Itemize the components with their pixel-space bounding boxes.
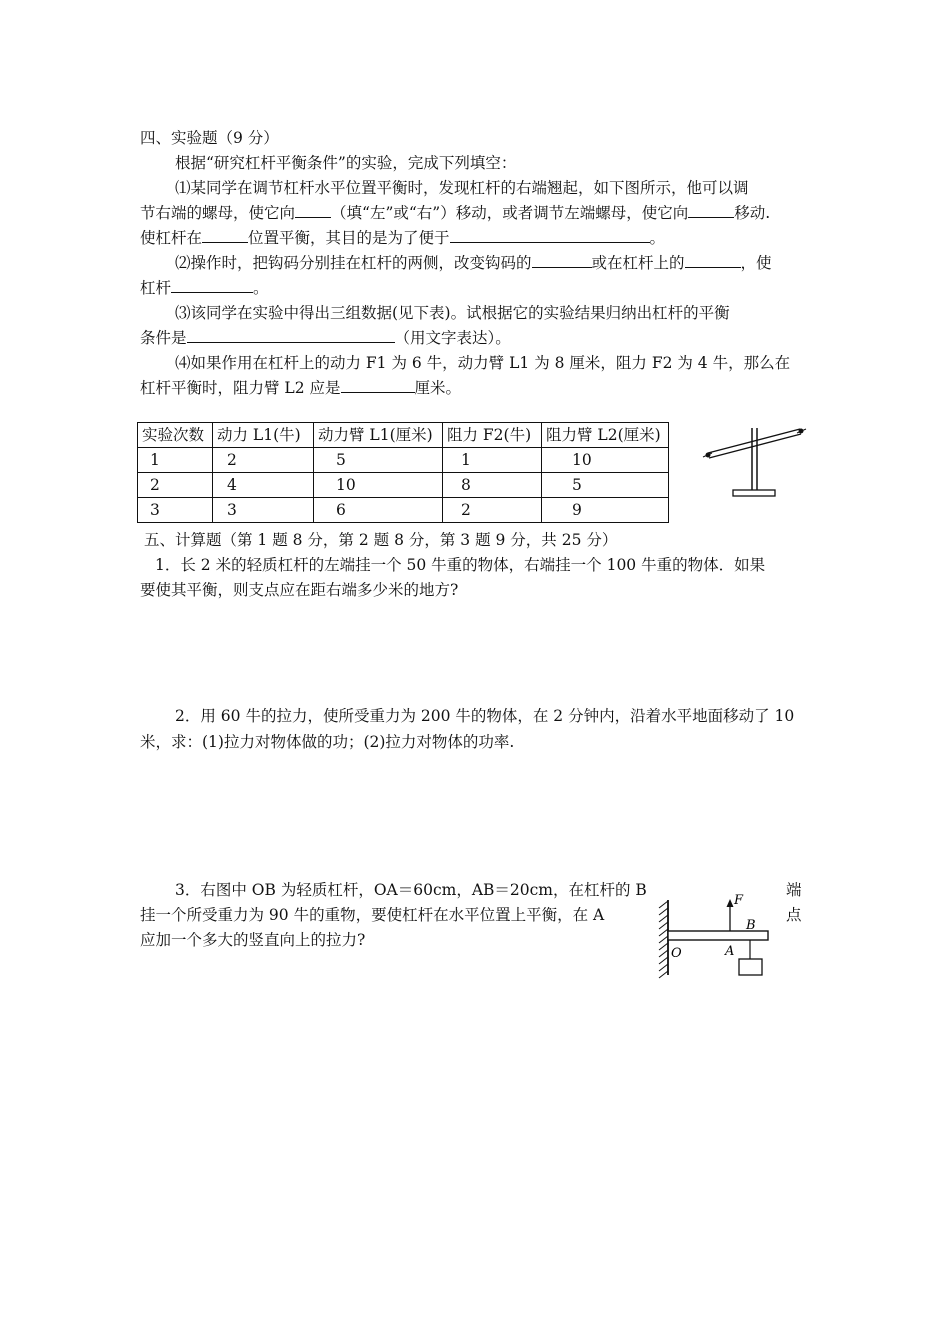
q2-line2 bbox=[140, 278, 269, 298]
label-o: O bbox=[671, 946, 682, 961]
q1-blank-purpose[interactable] bbox=[450, 228, 650, 243]
table-cell: 10 bbox=[542, 448, 669, 473]
problem-3-line2: 挂一个所受重力为 90 牛的重物，要使杠杆在水平位置上平衡，在 A bbox=[140, 906, 605, 924]
q4-blank-l2[interactable] bbox=[341, 378, 415, 393]
q1-text-c: 移动. bbox=[734, 204, 771, 222]
label-f: F bbox=[734, 893, 744, 908]
experiment-table bbox=[137, 422, 669, 523]
label-a: A bbox=[725, 944, 735, 959]
section-4-title: 四、实验题（9 分） bbox=[140, 129, 279, 147]
problem-3-line1-tail: 端 bbox=[786, 881, 802, 899]
q1-text-a: 节右端的螺母，使它向 bbox=[140, 204, 296, 222]
q4-line2 bbox=[140, 378, 461, 398]
table-cell: 2 bbox=[138, 473, 213, 498]
table-header-cell: 实验次数 bbox=[138, 423, 213, 448]
table-cell: 4 bbox=[213, 473, 314, 498]
q4-line1: ⑷如果作用在杠杆上的动力 F1 为 6 牛，动力臂 L1 为 8 厘米，阻力 F2 为 4 牛，那么在 bbox=[175, 354, 791, 372]
q4-text-b: 厘米。 bbox=[414, 379, 462, 397]
q2-text-a: ⑵操作时，把钩码分别挂在杠杆的两侧，改变钩码的 bbox=[175, 254, 532, 272]
q1-text-b: （填“左”或“右”）移动，或者调节左端螺母，使它向 bbox=[331, 204, 689, 222]
table-row bbox=[138, 473, 669, 498]
table-cell: 6 bbox=[314, 498, 443, 523]
table-header-cell: 阻力臂 L2(厘米) bbox=[542, 423, 669, 448]
lever-wall-figure bbox=[655, 885, 780, 980]
q2-blank-count[interactable] bbox=[532, 253, 592, 268]
q2-blank-result[interactable] bbox=[171, 278, 253, 293]
q2-blank-position[interactable] bbox=[685, 253, 741, 268]
q1-line1: ⑴某同学在调节杠杆水平位置平衡时，发现杠杆的右端翘起，如下图所示，他可以调 bbox=[175, 179, 749, 197]
q1-line3 bbox=[140, 228, 665, 248]
problem-3-line1: 3．右图中 OB 为轻质杠杆，OA＝60cm，AB＝20cm，在杠杆的 B bbox=[175, 881, 647, 899]
table-row bbox=[138, 448, 669, 473]
table-row bbox=[138, 498, 669, 523]
q1-blank-position[interactable] bbox=[202, 228, 248, 243]
q1-text-e: 位置平衡，其目的是为了便于 bbox=[248, 229, 450, 247]
q4-text-a: 杠杆平衡时，阻力臂 L2 应是 bbox=[140, 379, 341, 397]
table-cell: 8 bbox=[443, 473, 542, 498]
problem-1-line1: 1．长 2 米的轻质杠杆的左端挂一个 50 牛重的物体，右端挂一个 100 牛重的物体．如果 bbox=[155, 556, 766, 574]
q1-text-f: 。 bbox=[649, 229, 666, 247]
section-4-intro: 根据“研究杠杆平衡条件”的实验，完成下列填空： bbox=[175, 154, 517, 172]
table-cell: 3 bbox=[213, 498, 314, 523]
problem-3-line2-tail: 点 bbox=[786, 906, 802, 924]
q2-line1 bbox=[175, 253, 772, 273]
q2-text-d: 杠杆 bbox=[140, 279, 172, 297]
q2-text-c: ，使 bbox=[740, 254, 772, 272]
q1-blank-left-nut[interactable] bbox=[688, 203, 734, 218]
q3-text-a: 条件是 bbox=[140, 329, 187, 347]
q2-text-b: 或在杠杆上的 bbox=[591, 254, 685, 272]
problem-2-line1: 2．用 60 牛的拉力，使所受重力为 200 牛的物体，在 2 分钟内，沿着水平地面移动了 10 bbox=[175, 707, 795, 725]
q1-blank-direction[interactable] bbox=[295, 203, 331, 218]
table-cell: 5 bbox=[542, 473, 669, 498]
problem-3-line3: 应加一个多大的竖直向上的拉力? bbox=[140, 931, 366, 949]
table-cell: 3 bbox=[138, 498, 213, 523]
q3-text-b: （用文字表达）。 bbox=[394, 329, 511, 347]
table-cell: 2 bbox=[443, 498, 542, 523]
table-header-row bbox=[138, 423, 669, 448]
q3-line2 bbox=[140, 328, 511, 348]
table-header-cell: 动力 L1(牛) bbox=[213, 423, 314, 448]
table-cell: 5 bbox=[314, 448, 443, 473]
table-header-cell: 阻力 F2(牛) bbox=[443, 423, 542, 448]
q3-line1: ⑶该同学在实验中得出三组数据(见下表)。试根据它的实验结果归纳出杠杆的平衡 bbox=[175, 304, 730, 322]
problem-2-line2: 米，求：(1)拉力对物体做的功；(2)拉力对物体的功率. bbox=[140, 733, 515, 751]
table-cell: 10 bbox=[314, 473, 443, 498]
table-cell: 2 bbox=[213, 448, 314, 473]
q2-text-e: 。 bbox=[253, 279, 269, 297]
section-5-title: 五、计算题（第 1 题 8 分，第 2 题 8 分，第 3 题 9 分，共 25 分） bbox=[144, 531, 618, 549]
table-cell: 1 bbox=[138, 448, 213, 473]
table-header-cell: 动力臂 L1(厘米) bbox=[314, 423, 443, 448]
table-cell: 9 bbox=[542, 498, 669, 523]
lever-stand-figure bbox=[700, 418, 810, 500]
problem-1-line2: 要使其平衡，则支点应在距右端多少米的地方? bbox=[140, 581, 459, 599]
q3-blank-condition[interactable] bbox=[187, 328, 395, 343]
table-cell: 1 bbox=[443, 448, 542, 473]
q1-line2 bbox=[140, 203, 770, 223]
q1-text-d: 使杠杆在 bbox=[140, 229, 203, 247]
label-b: B bbox=[746, 918, 756, 933]
